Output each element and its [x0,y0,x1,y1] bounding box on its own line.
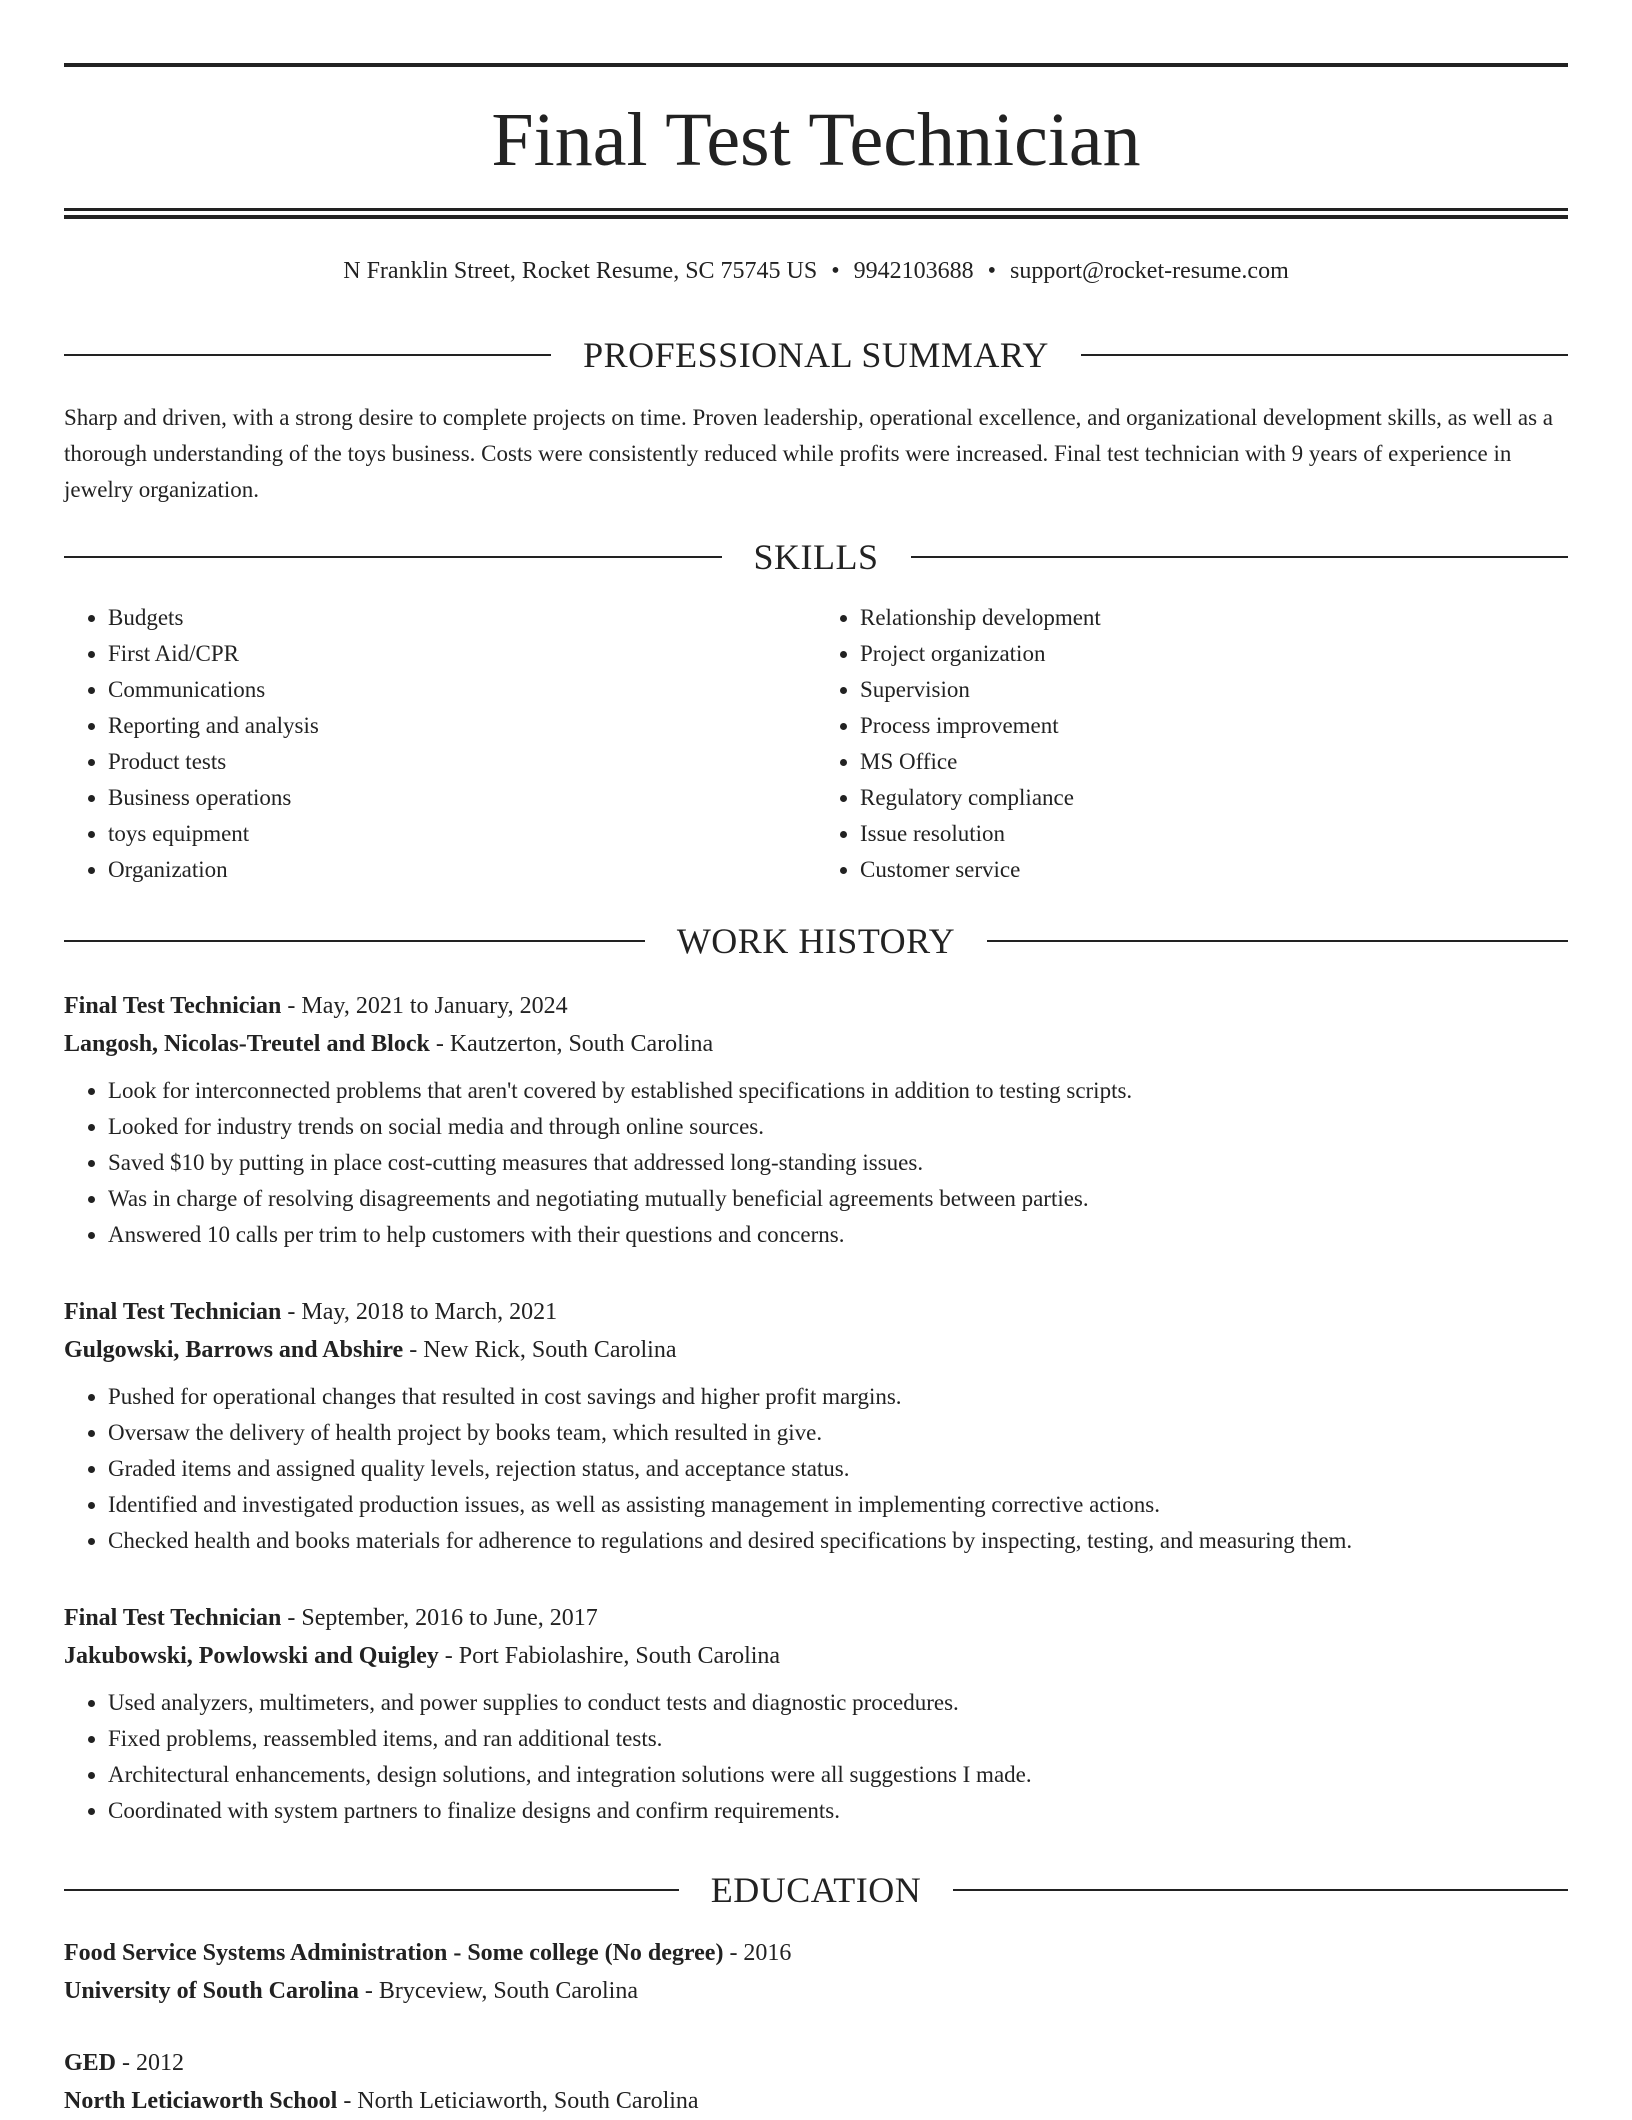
page-title: Final Test Technician [491,98,1141,182]
job-entry [64,1293,1568,1559]
job-dates: - May, 2021 to January, 2024 [281,993,568,1019]
job-dates: - May, 2018 to March, 2021 [281,1299,558,1325]
edu-location: - Bryceview, South Carolina [358,1978,638,2004]
job-entry [64,987,1568,1253]
heading-rule-right [911,556,1569,558]
job-bullets [64,1685,1568,1829]
job-bullet: • Look for interconnected problems that aren't covered by established specifications in addition to testing scripts. [108,1073,1568,1109]
contact-line [64,254,1568,288]
heading-rule-left [64,556,722,558]
skill-item: • Issue resolution [860,816,1568,852]
education-entry [64,2044,1568,2120]
contact-address: N Franklin Street, Rocket Resume, SC 75745 US [343,258,818,284]
skill-item: • Budgets [108,600,816,636]
skills-column-left [64,600,816,888]
job-company: Langosh, Nicolas-Treutel and Block [64,1031,430,1057]
job-title: Final Test Technician [64,1605,282,1631]
job-bullet: • Coordinated with system partners to finalize designs and confirm requirements. [108,1793,1568,1829]
job-bullet: • Answered 10 calls per trim to help customers with their questions and concerns. [108,1217,1568,1253]
job-bullet: • Architectural enhancements, design solutions, and integration solutions were all suggestions I made. [108,1757,1568,1793]
edu-degree-line [64,1934,1568,1972]
job-bullet: • Oversaw the delivery of health project by books team, which resulted in give. [108,1415,1568,1451]
skill-item: • Communications [108,672,816,708]
job-location: - Port Fabiolashire, South Carolina [438,1643,781,1669]
skill-item: • Process improvement [860,708,1568,744]
job-location: - New Rick, South Carolina [403,1337,677,1363]
job-company: Gulgowski, Barrows and Abshire [64,1337,404,1363]
heading-rule-right [1081,354,1568,356]
heading-rule-left [64,940,645,942]
job-dates: - September, 2016 to June, 2017 [281,1605,598,1631]
job-bullet: • Graded items and assigned quality levels, rejection status, and acceptance status. [108,1451,1568,1487]
contact-phone: 9942103688 [853,258,974,284]
summary-heading-label: PROFESSIONAL SUMMARY [583,335,1049,375]
skill-item: • Relationship development [860,600,1568,636]
heading-rule-left [64,354,551,356]
job-company-line [64,1331,1568,1369]
job-title: Final Test Technician [64,993,282,1019]
edu-year: - 2016 [723,1940,792,1966]
skill-item: • First Aid/CPR [108,636,816,672]
edu-location: - North Leticiaworth, South Carolina [337,2088,699,2114]
education-heading-label: EDUCATION [710,1870,922,1910]
job-bullet: • Looked for industry trends on social media and through online sources. [108,1109,1568,1145]
work-history-heading [64,919,1568,963]
job-bullet: • Pushed for operational changes that resulted in cost savings and higher profit margins. [108,1379,1568,1415]
job-bullet: • Was in charge of resolving disagreements and negotiating mutually beneficial agreements between parties. [108,1181,1568,1217]
heading-rule-left [64,1889,679,1891]
skill-item: • Customer service [860,852,1568,888]
education-entry [64,1934,1568,2010]
skill-item: • Reporting and analysis [108,708,816,744]
job-title-line [64,1599,1568,1637]
job-bullets [64,1073,1568,1253]
contact-separator: • [831,258,840,284]
skills-heading-label: SKILLS [753,537,879,577]
edu-year: - 2012 [116,2050,185,2076]
skills-column-right [816,600,1568,888]
work-history-heading-label: WORK HISTORY [676,921,956,961]
summary-heading [64,333,1568,377]
skills-heading [64,535,1568,579]
heading-rule-right [987,940,1568,942]
contact-email: support@rocket-resume.com [1010,258,1289,284]
job-bullet: • Checked health and books materials for adherence to regulations and desired specifications by inspecting, testing, and measuring them. [108,1523,1568,1559]
edu-school: University of South Carolina [64,1978,359,2004]
edu-degree: Food Service Systems Administration - Some college (No degree) [64,1940,724,1966]
skill-item: • Regulatory compliance [860,780,1568,816]
job-company-line [64,1025,1568,1063]
edu-school-line [64,2082,1568,2120]
job-bullet: • Used analyzers, multimeters, and power supplies to conduct tests and diagnostic procedures. [108,1685,1568,1721]
job-bullet: • Identified and investigated production issues, as well as assisting management in implementing corrective actions. [108,1487,1568,1523]
job-company: Jakubowski, Powlowski and Quigley [64,1643,439,1669]
top-rule [64,63,1568,67]
job-title-line [64,1293,1568,1331]
edu-degree-line [64,2044,1568,2082]
job-title-line [64,987,1568,1025]
job-company-line [64,1637,1568,1675]
skill-item: • Organization [108,852,816,888]
skills-list [64,600,1568,888]
job-bullet: • Fixed problems, reassembled items, and ran additional tests. [108,1721,1568,1757]
job-title: Final Test Technician [64,1299,282,1325]
skill-item: • toys equipment [108,816,816,852]
education-heading [64,1868,1568,1912]
summary-text: Sharp and driven, with a strong desire to complete projects on time. Proven leadership, operational excellence, and organizational development skills, as well as a thorough understanding of the toys business. Costs were consistently reduced while profits were increased. Final test technician with 9 years of experience in jewelry organization. [64,405,1554,502]
heading-rule-right [953,1889,1568,1891]
double-rule [64,208,1568,219]
skill-item: • Business operations [108,780,816,816]
skill-item: • Project organization [860,636,1568,672]
skill-item: • MS Office [860,744,1568,780]
edu-school-line [64,1972,1568,2010]
contact-separator: • [987,258,997,284]
job-bullets [64,1379,1568,1559]
skill-item: • Product tests [108,744,816,780]
job-bullet: • Saved $10 by putting in place cost-cutting measures that addressed long-standing issues. [108,1145,1568,1181]
skill-item: • Supervision [860,672,1568,708]
edu-degree: GED [64,2050,117,2076]
job-location: - Kautzerton, South Carolina [429,1031,714,1057]
job-entry [64,1599,1568,1829]
edu-school: North Leticiaworth School [64,2088,338,2114]
